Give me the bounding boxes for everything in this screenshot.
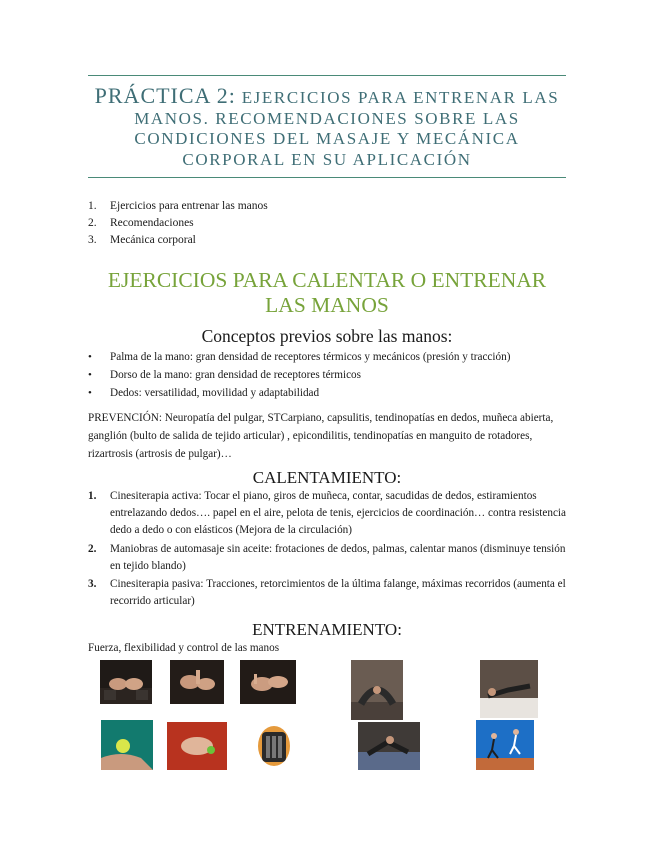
title-practice-number: PRÁCTICA 2: — [94, 83, 236, 108]
list-item: 3. Cinesiterapia pasiva: Tracciones, retorcimientos de la última falange, máximas recorridos (aumenta el recorrido articular) — [88, 578, 566, 608]
calentamiento-heading: CALENTAMIENTO: — [252, 468, 402, 487]
photo-hands-3 — [240, 660, 296, 704]
title-top-rule — [88, 75, 566, 76]
list-item: 1. Cinesiterapia activa: Tocar el piano, giros de muñeca, contar, sacudidas de dedos, estiramientos entrelazando dedos…. papel en el aire, pelota de tenis, ejercicios de coordinación… contra resistencia dedo a dedo o con elásticos (Mejora de la circulación) — [88, 490, 567, 537]
conceptos-heading: Conceptos previos sobre las manos: — [201, 326, 453, 346]
section-heading: EJERCICIOS PARA CALENTAR O ENTRENAR LAS MANOS — [107, 268, 547, 317]
conceptos-list — [88, 348, 510, 402]
toc-item: 1. Ejercicios para entrenar las manos — [88, 200, 268, 212]
toc-item: 2. Recomendaciones — [88, 217, 194, 229]
calentamiento-list — [88, 488, 566, 611]
photo-hands-1 — [100, 660, 152, 704]
photo-hand-exerciser — [250, 716, 298, 772]
prevencion-paragraph: PREVENCIÓN: Neuropatía del pulgar, STCarpiano, capsulitis, tendinopatías en dedos, muñeca abierta, ganglión (bulto de salida de tejido articular) , epicondilitis, tendinopatías en manguito de rotadores, rizartrosis (artrosis de pulgar)… — [88, 412, 554, 460]
page-title — [88, 83, 566, 170]
list-item: • Dedos: versatilidad, movilidad y adaptabilidad — [88, 387, 320, 399]
table-of-contents — [88, 198, 268, 249]
photo-hands-2 — [170, 660, 224, 704]
list-item: • Palma de la mano: gran densidad de receptores térmicos y mecánicos (presión y tracción) — [88, 351, 511, 363]
photo-floor-exercise — [358, 722, 420, 770]
photo-tennis-ball — [101, 720, 153, 770]
title-text: EJERCICIOS PARA ENTRENAR LAS MANOS. RECOMENDACIONES SOBRE LAS CONDICIONES DEL MASAJE Y MECÁNICA CORPORAL EN SU APLICACIÓN — [134, 88, 560, 169]
list-item: • Dorso de la mano: gran densidad de receptores térmicos — [88, 369, 362, 381]
entrenamiento-caption: Fuerza, flexibilidad y control de las manos — [88, 642, 280, 654]
title-bottom-rule — [88, 177, 566, 178]
toc-item: 3. Mecánica corporal — [88, 234, 196, 246]
list-item: 2. Maniobras de automasaje sin aceite: frotaciones de dedos, palmas, calentar manos (disminuye tensión en tejido blando) — [88, 542, 566, 572]
photo-pinch-grip — [167, 722, 227, 770]
photo-runners — [476, 720, 534, 770]
photo-stretch-2 — [480, 660, 538, 718]
entrenamiento-heading: ENTRENAMIENTO: — [252, 620, 402, 639]
photo-stretch-1 — [351, 660, 403, 720]
